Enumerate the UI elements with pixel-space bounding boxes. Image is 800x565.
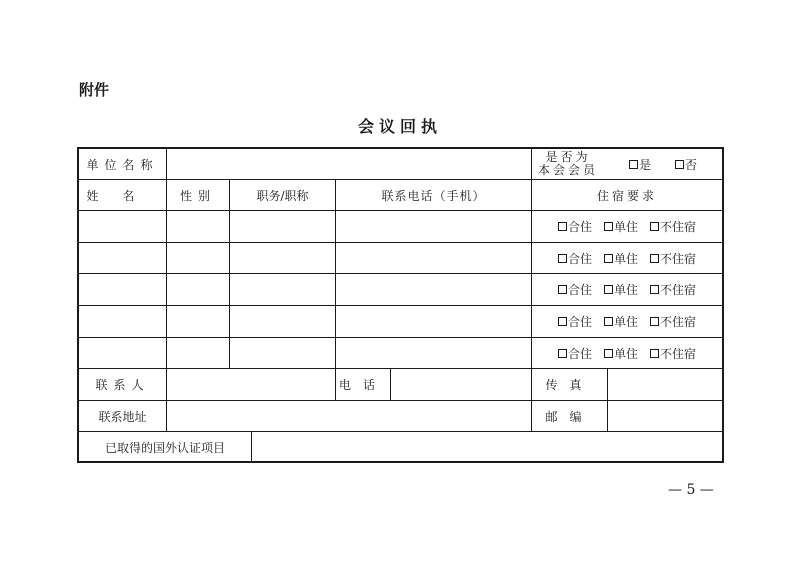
- member-yes-option[interactable]: [629, 156, 651, 173]
- lodging-options-row: [532, 211, 722, 242]
- checkbox-icon[interactable]: [558, 222, 567, 231]
- lodging-option-label: 单住: [613, 220, 638, 234]
- lodging-option-label: 不住宿: [660, 220, 697, 234]
- checkbox-icon[interactable]: [629, 160, 638, 169]
- lodging-option-label: 合住: [567, 346, 592, 361]
- phone-field[interactable]: [391, 369, 531, 400]
- lodging-option-label: 单住: [613, 346, 638, 361]
- lodging-option-label: 不住宿: [660, 283, 697, 297]
- postcode-label: 邮编: [545, 409, 594, 424]
- fax-field[interactable]: [608, 369, 722, 400]
- lodging-option-label: 不住宿: [660, 315, 697, 329]
- certification-label: 已取得的国外认证项目: [104, 441, 225, 455]
- checkbox-icon[interactable]: [558, 349, 567, 358]
- checkbox-icon[interactable]: [558, 254, 567, 263]
- member-question: [532, 149, 604, 179]
- lodging-option-label: 合住: [567, 251, 592, 266]
- page-number: — 5 —: [668, 482, 714, 498]
- column-header-gender: 性别: [179, 188, 216, 203]
- lodging-share-option[interactable]: [558, 313, 592, 330]
- contact-person-label: 联系人: [95, 378, 150, 392]
- attachment-label: 附件: [79, 81, 110, 99]
- member-question-line1: 是否为: [545, 150, 591, 164]
- checkbox-icon[interactable]: [650, 222, 659, 231]
- lodging-share-option[interactable]: [558, 281, 592, 298]
- column-header-lodging: 住宿要求: [596, 188, 657, 203]
- checkbox-icon[interactable]: [650, 254, 659, 263]
- lodging-options-row: [532, 243, 722, 273]
- column-header-name: 姓名: [86, 188, 159, 203]
- checkbox-icon[interactable]: [650, 349, 659, 358]
- unit-name-field[interactable]: [167, 149, 531, 179]
- lodging-option-label: 不住宿: [660, 346, 697, 361]
- address-label: 联系地址: [98, 409, 147, 424]
- lodging-none-option[interactable]: [650, 250, 696, 267]
- lodging-share-option[interactable]: [558, 218, 592, 235]
- lodging-none-option[interactable]: [650, 281, 696, 298]
- checkbox-icon[interactable]: [604, 349, 613, 358]
- lodging-option-label: 合住: [567, 315, 592, 329]
- postcode-field[interactable]: [608, 401, 722, 431]
- lodging-none-option[interactable]: [650, 345, 696, 362]
- lodging-options-row: [532, 306, 722, 337]
- column-header-phone: 联系电话（手机）: [381, 188, 486, 203]
- checkbox-icon[interactable]: [604, 222, 613, 231]
- lodging-option-label: 单住: [613, 315, 638, 329]
- fax-label: 传真: [545, 378, 594, 392]
- member-question-line2: 本会会员: [537, 163, 598, 177]
- lodging-single-option[interactable]: [604, 345, 638, 362]
- lodging-single-option[interactable]: [604, 218, 638, 235]
- checkbox-icon[interactable]: [650, 285, 659, 294]
- lodging-options-row: [532, 338, 722, 368]
- member-options: [604, 149, 722, 179]
- lodging-none-option[interactable]: [650, 313, 696, 330]
- checkbox-icon[interactable]: [558, 285, 567, 294]
- contact-person-field[interactable]: [167, 369, 335, 400]
- checkbox-icon[interactable]: [604, 317, 613, 326]
- lodging-option-label: 合住: [567, 220, 592, 234]
- meeting-receipt-form: [77, 147, 724, 463]
- lodging-option-label: 单住: [613, 283, 638, 297]
- lodging-none-option[interactable]: [650, 218, 696, 235]
- lodging-single-option[interactable]: [604, 313, 638, 330]
- checkbox-icon[interactable]: [558, 317, 567, 326]
- lodging-share-option[interactable]: [558, 250, 592, 267]
- checkbox-icon[interactable]: [604, 254, 613, 263]
- lodging-single-option[interactable]: [604, 250, 638, 267]
- checkbox-icon[interactable]: [675, 160, 684, 169]
- phone-label: 电话: [338, 378, 387, 392]
- column-header-position: 职务/职称: [256, 188, 309, 203]
- lodging-option-label: 不住宿: [660, 251, 697, 266]
- unit-name-label: 单位名称: [86, 157, 159, 172]
- member-no-label: 否: [685, 157, 698, 172]
- lodging-single-option[interactable]: [604, 281, 638, 298]
- member-yes-label: 是: [638, 157, 651, 172]
- lodging-share-option[interactable]: [558, 345, 592, 362]
- certification-field[interactable]: [252, 432, 722, 463]
- checkbox-icon[interactable]: [650, 317, 659, 326]
- page-title: 会议回执: [357, 117, 442, 136]
- lodging-options-row: [532, 274, 722, 305]
- lodging-option-label: 合住: [567, 283, 592, 297]
- checkbox-icon[interactable]: [604, 285, 613, 294]
- lodging-option-label: 单住: [613, 251, 638, 266]
- member-no-option[interactable]: [675, 156, 697, 173]
- address-field[interactable]: [167, 401, 531, 431]
